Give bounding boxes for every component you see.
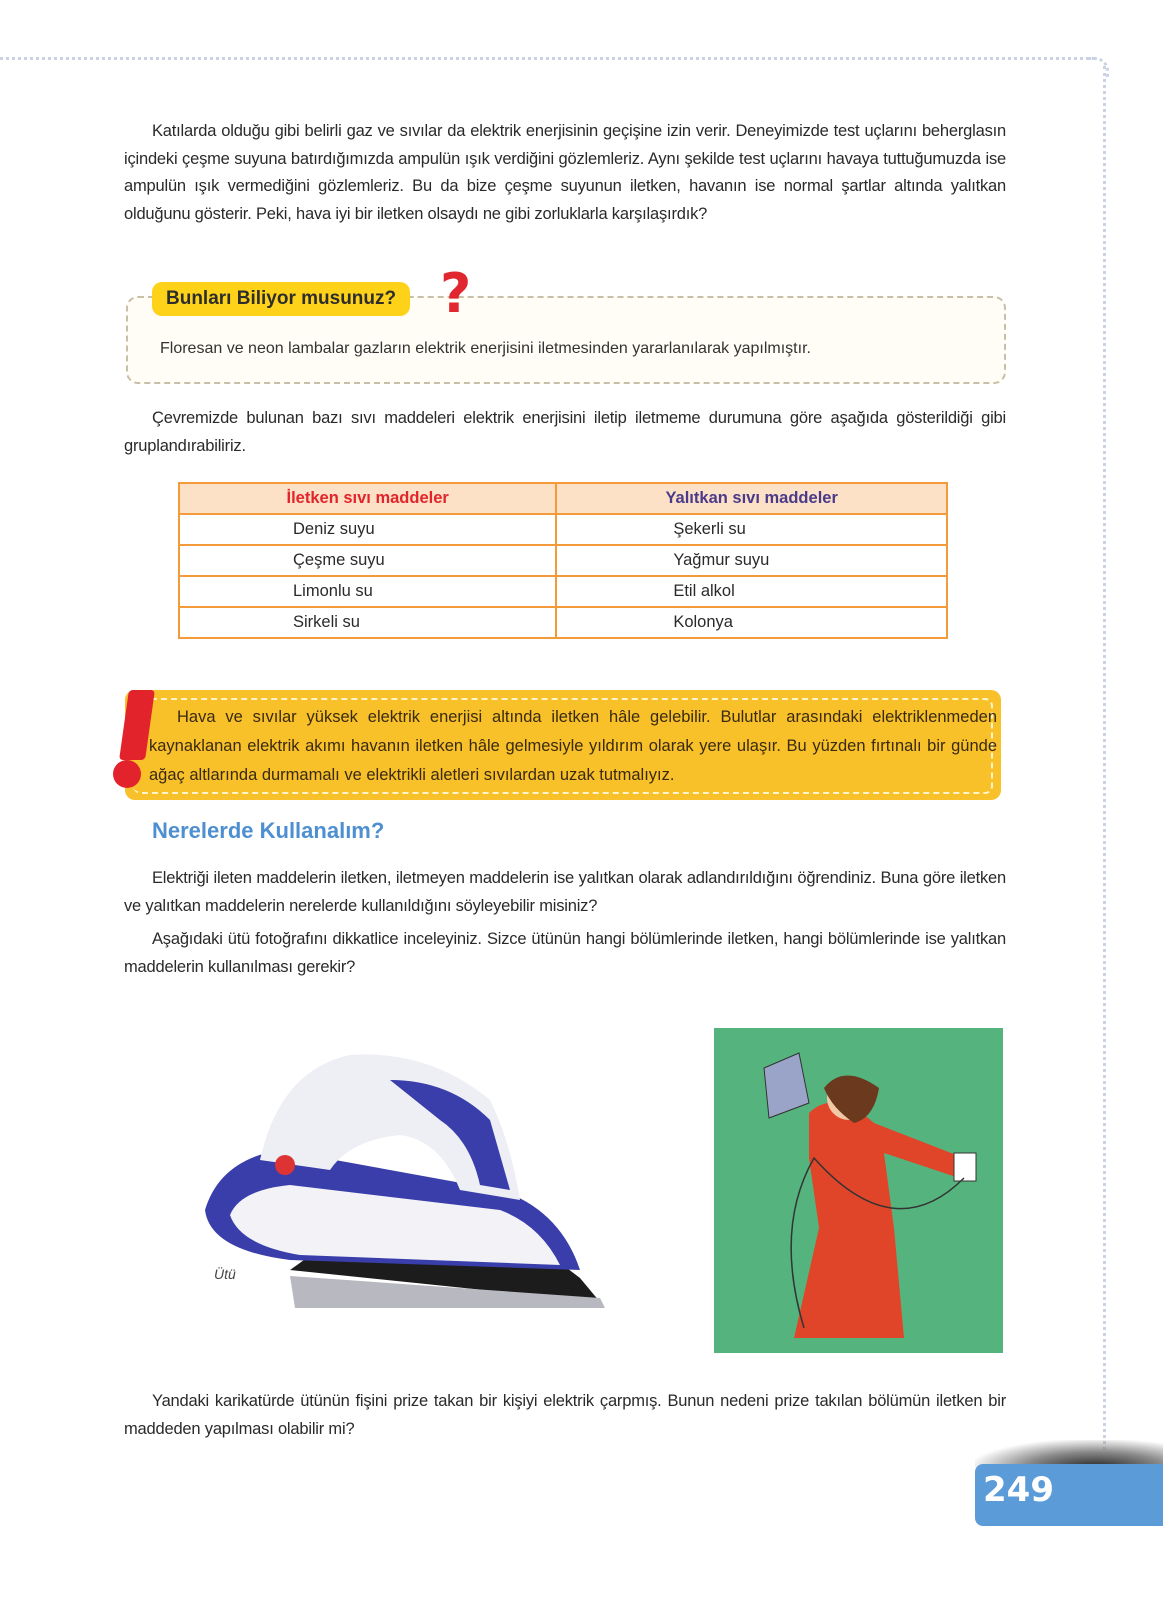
paragraph-intro-text: Katılarda olduğu gibi belirli gaz ve sıvılar da elektrik enerjisinin geçişine izin verir. Deneyimizde test uçlarını beherglasın içindeki çeşme suyuna batırdığımızda ampulün ışık verdiğini gözlemleriz. Aynı şekilde test uçlarını havaya tuttuğumuzda ise ampulün ışık vermediğini gözlemleriz. Bu da bize çeşme suyunun iletken, havanın ise normal şartlar altında yalıtkan olduğunu gösterir. Peki, hava iyi bir iletken olsaydı ne gibi zorluklarla karşılaşırdık?: [124, 122, 1006, 223]
paragraph-usage-text: Elektriği ileten maddelerin iletken, iletmeyen maddelerin ise yalıtkan olarak adlandırıldığını öğrendiniz. Buna göre iletken ve yalıtkan maddelerin nerelerde kullanıldığını söyleyebilir misiniz?: [124, 869, 1006, 915]
cartoon-illustration: [714, 1028, 1003, 1353]
table-cell: Deniz suyu: [179, 514, 556, 545]
paragraph-intro: [124, 118, 1006, 228]
table-cell: Çeşme suyu: [179, 545, 556, 576]
paragraph-grouping-text: Çevremizde bulunan bazı sıvı maddeleri elektrik enerjisini iletip iletmeme durumuna göre aşağıda gösterildiği gibi gruplandırabiliriz.: [124, 409, 1006, 455]
page-border-top: [0, 57, 1095, 60]
liquids-table: [178, 482, 948, 639]
header-conductive: İletken sıvı maddeler: [179, 483, 556, 514]
table-cell: Limonlu su: [179, 576, 556, 607]
did-you-know-title: Bunları Biliyor musunuz?: [152, 282, 410, 316]
header-insulating: Yalıtkan sıvı maddeler: [556, 483, 947, 514]
table-row: [179, 576, 947, 607]
paragraph-cartoon: [124, 1388, 1006, 1443]
table-row: [179, 607, 947, 638]
paragraph-cartoon-text: Yandaki karikatürde ütünün fişini prize takan bir kişiyi elektrik çarpmış. Bunun nedeni prize takılan bölümün iletken bir maddeden yapılması olabilir mi?: [124, 1392, 1006, 1438]
page-border-right: [1103, 66, 1106, 1456]
iron-photo: [200, 1040, 620, 1320]
section-heading: Nerelerde Kullanalım?: [152, 818, 385, 843]
did-you-know-text: Floresan ve neon lambalar gazların elektrik enerjisini iletmesinden yararlanılarak yapılmıştır.: [160, 340, 811, 357]
warning-text-content: Hava ve sıvılar yüksek elektrik enerjisi altında iletken hâle gelebilir. Bulutlar arasındaki elektriklenmeden kaynaklanan elektrik akımı havanın iletken hâle gelmesiyle yıldırım olarak yere ulaşır. Bu yüzden fırtınalı bir günde ağaç altlarında durmamalı ve elektrikli aletleri sıvılardan uzak tutmalıyız.: [149, 708, 997, 784]
table-cell: Sirkeli su: [179, 607, 556, 638]
table-cell: Kolonya: [556, 607, 947, 638]
iron-label: Ütü: [214, 1266, 236, 1282]
paragraph-grouping: [124, 405, 1006, 460]
warning-text: [149, 703, 997, 790]
warning-box: [125, 690, 1001, 800]
table-cell: Yağmur suyu: [556, 545, 947, 576]
paragraph-iron-text: Aşağıdaki ütü fotoğrafını dikkatlice inceleyiniz. Sizce ütünün hangi bölümlerinde iletken, hangi bölümlerinde ise yalıtkan maddelerin kullanılması gerekir?: [124, 930, 1006, 976]
question-mark-icon: ?: [440, 262, 472, 325]
table-cell: Etil alkol: [556, 576, 947, 607]
paragraph-usage: [124, 865, 1006, 920]
table-row: [179, 545, 947, 576]
exclamation-dot-icon: [113, 760, 141, 788]
page-number: 249: [983, 1470, 1054, 1510]
electric-shock-cartoon: [714, 1028, 1003, 1353]
table-header-row: [179, 483, 947, 514]
paragraph-iron: [124, 926, 1006, 981]
table-row: [179, 514, 947, 545]
table-cell: Şekerli su: [556, 514, 947, 545]
